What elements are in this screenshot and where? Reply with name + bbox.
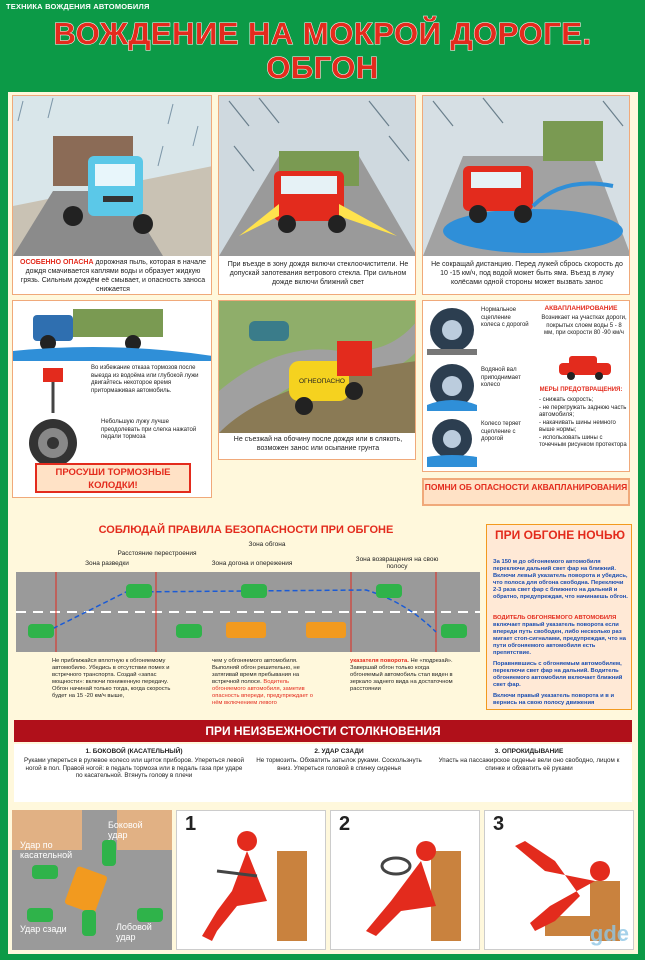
panel-aquaplaning	[422, 300, 630, 472]
overtake-text-3	[350, 658, 458, 693]
night-text-3: Поравнявшись с обгоняемым автомобилем, переключи свет фар на дальний. Водитель обгоняемого автомобиля включает ближний свет фар.	[493, 661, 623, 688]
night-text-2-highlight: ВОДИТЕЛЬ ОБГОНЯЕМОГО АВТОМОБИЛЯ	[493, 615, 617, 621]
panel-night	[486, 524, 632, 710]
truck-in-rain-illustration	[13, 96, 212, 256]
aqua-measure-item: - снижать скорость;	[539, 397, 594, 403]
panel-puddle	[422, 95, 630, 295]
brakes-text-2: Небольшую лужу лучше преодолевать при слегка нажатой педали тормоза	[101, 419, 197, 440]
pose-3-number: 3	[493, 813, 505, 835]
collision-2-title: 2. УДАР СЗАДИ	[314, 748, 364, 755]
tire-1-illustration	[427, 305, 477, 355]
poster-title-line2: ОБГОН	[266, 50, 379, 85]
aqua-measure-item: - не перегружать заднюю часть автомобиля;	[539, 404, 627, 418]
panel-overtake	[12, 520, 480, 710]
panel-pose-2	[330, 810, 480, 950]
aqua-measures-title: МЕРЫ ПРЕДОТВРАЩЕНИЯ:	[539, 387, 623, 393]
collision-2-text: Не тормозить. Обхватить затылок руками. Соскользнуть вниз. Упереться головой в спинку сиденья	[256, 757, 422, 772]
overtake-text-2	[212, 658, 324, 707]
label-rear-impact: Удар сзади	[20, 924, 67, 934]
tire-2-illustration	[427, 361, 477, 411]
brakes-banner: ПРОСУШИ ТОРМОЗНЫЕ КОЛОДКИ!	[35, 463, 191, 493]
pose-1-illustration	[177, 811, 326, 950]
overtake-road-diagram	[16, 572, 480, 652]
overtake-text-2b: Водитель обгоняемого автомобиля, заметив опасность впереди, предупреждает о нём включением левого	[212, 679, 313, 706]
panel-brakes	[12, 300, 212, 498]
night-text-2-body: включает правый указатель поворота если впереди путь свободен, либо несколько раз мигает стоп-сигналами, предупреждая, что на пути обгоняемого автомобиля есть препятствие.	[493, 622, 627, 656]
panel-impact-diagram	[12, 810, 172, 950]
pose-2-illustration	[331, 811, 480, 950]
tanker-label: ОГНЕОПАСНО	[299, 378, 345, 385]
overtake-text-1: Не приближайся вплотную к обгоняемому автомобилю. Убедись в отсутствии помех и встречного транспорта. Создай «запас мощности»: включи пониженную передачу. Обгон начинай только тогда, когда скорость будет на 15 -20 км/ч выше,	[52, 658, 171, 699]
pose-1-number: 1	[185, 813, 197, 835]
collision-title: ПРИ НЕИЗБЕЖНОСТИ СТОЛКНОВЕНИЯ	[14, 720, 632, 742]
dust-caption: дорожная пыль, которая в начале дождя смачивается каплями воды и образует жидкую грязь. Сильным дождём её смывает, и опасность заноса снижается	[20, 259, 206, 293]
night-text-2	[493, 615, 629, 657]
night-text-4: Включи правый указатель поворота и в и вернись на свою полосу движения	[493, 693, 615, 706]
truck-puddle-illustration	[423, 96, 630, 256]
panel-shoulder	[218, 300, 416, 460]
collision-1-title: 1. БОКОВОЙ (КАСАТЕЛЬНЫЙ)	[85, 748, 183, 755]
aqua-tire-1-caption: Нормальное сцепление колеса с дорогой	[481, 307, 529, 328]
zone-reshift: Расстояние перестроения	[117, 550, 197, 557]
label-front-impact: Лобовой удар	[116, 922, 152, 942]
aqua-banner: ПОМНИ ОБ ОПАСНОСТИ АКВАПЛАНИРОВАНИЯ	[422, 478, 630, 506]
aqua-description: Возникает на участках дороги, покрытых слоем воды 5 - 8 мм, при скорости 80 -90 км/ч	[541, 315, 627, 336]
truck-water-illustration	[13, 301, 212, 361]
tanker-shoulder-illustration	[219, 301, 416, 433]
pose-2-number: 2	[339, 813, 351, 835]
collision-3-title: 3. ОПРОКИДЫВАНИЕ	[494, 748, 564, 755]
overtake-text-2a: чем у обгоняемого автомобиля. Выполняй обгон решительно, не затягивай время пребывания на встречной полосе.	[212, 658, 300, 685]
aqua-tire-2-caption: Водяной вал приподнимает колесо	[481, 367, 521, 388]
zone-recon: Зона разведки	[85, 560, 129, 567]
aqua-tire-3-caption: Колесо теряет сцепление с дорогой	[481, 421, 522, 442]
zone-return: Зона возвращения на свою полосу	[355, 556, 439, 570]
brake-pedal-illustration	[23, 363, 83, 473]
panel-dust	[12, 95, 212, 295]
series-label: ТЕХНИКА ВОЖДЕНИЯ АВТОМОБИЛЯ	[6, 2, 150, 11]
panel-pose-1	[176, 810, 326, 950]
overtake-text-3b: Не «подрезай». Завершай обгон только когда обгоняемый автомобиль стал виден в зеркало заднего вида на достаточном расстоянии	[350, 658, 453, 692]
aqua-measure-item: - накачивать шины немного выше нормы;	[539, 419, 616, 433]
shoulder-caption: Не съезжай на обочину после дождя или в слякоть, возможен занос или осыпание грунта	[233, 436, 403, 452]
dust-caption-highlight: ОСОБЕННО ОПАСНА	[20, 259, 94, 266]
collision-1-text: Руками упереться в рулевое колесо или щиток приборов. Упереться левой ногой в пол. Правой ногой: в педаль тормоза или в педаль газа при ударе по касательной. Втянуть голову в плечи	[24, 757, 244, 779]
aqua-title: АКВАПЛАНИРОВАНИЕ	[544, 305, 618, 312]
collision-instructions	[14, 744, 632, 802]
night-title: ПРИ ОБГОНЕ НОЧЬЮ	[495, 528, 625, 542]
panel-pose-3	[484, 810, 634, 950]
aqua-measures-list	[539, 397, 627, 450]
night-text-1: За 150 м до обгоняемого автомобиля переключи дальний свет фар на ближний. Включи левый указатель поворота и убедись, что полоса для обгона свободна. Переключи 2-3 раза свет фар с ближнего на дальний и обратно, предупреждая, что начинаешь обгон.	[493, 559, 628, 600]
puddle-caption: Не сокращай дистанцию. Перед лужей сбрось скорость до 10 -15 км/ч, под водой может быть яма. Въезд в лужу колёсами одной стороны может вызвать занос	[431, 261, 623, 286]
panel-wipers	[218, 95, 416, 295]
zone-catch: Зона догона и опережения	[211, 560, 293, 567]
collision-3-text: Упасть на пассажирское сиденье вели оно свободно, лицом к спинке и обхватить её руками	[438, 757, 620, 772]
wipers-caption: При въезде в зону дождя включи стеклоочистители. Не допускай запотевания ветрового стекла. При сильном дожде включи ближний свет	[227, 261, 409, 286]
label-side-impact: Боковой удар	[108, 820, 143, 840]
poster-body	[8, 92, 638, 954]
label-tangent-impact: Удар по касательной	[20, 840, 73, 860]
poster-title-line1: ВОЖДЕНИЕ НА МОКРОЙ ДОРОГЕ.	[53, 16, 592, 51]
overtake-title: СОБЛЮДАЙ ПРАВИЛА БЕЗОПАСНОСТИ ПРИ ОБГОНЕ	[98, 524, 394, 536]
brakes-text-1: Во избежание отказа тормозов после выезда из водоёма или глубокой лужи двигайтесь некоторое время притормаживая автомобиль.	[91, 365, 199, 394]
car-aquaplaning-icon	[555, 353, 615, 381]
tire-3-illustration	[427, 417, 477, 467]
watermark-logo: gde	[589, 921, 629, 946]
zone-total: Зона обгона	[248, 541, 286, 548]
overtake-text-3a: указателя поворота.	[350, 658, 409, 664]
truck-headlights-illustration	[219, 96, 416, 256]
aqua-measure-item: - использовать шины с точечным рисунком протектора	[539, 434, 627, 448]
